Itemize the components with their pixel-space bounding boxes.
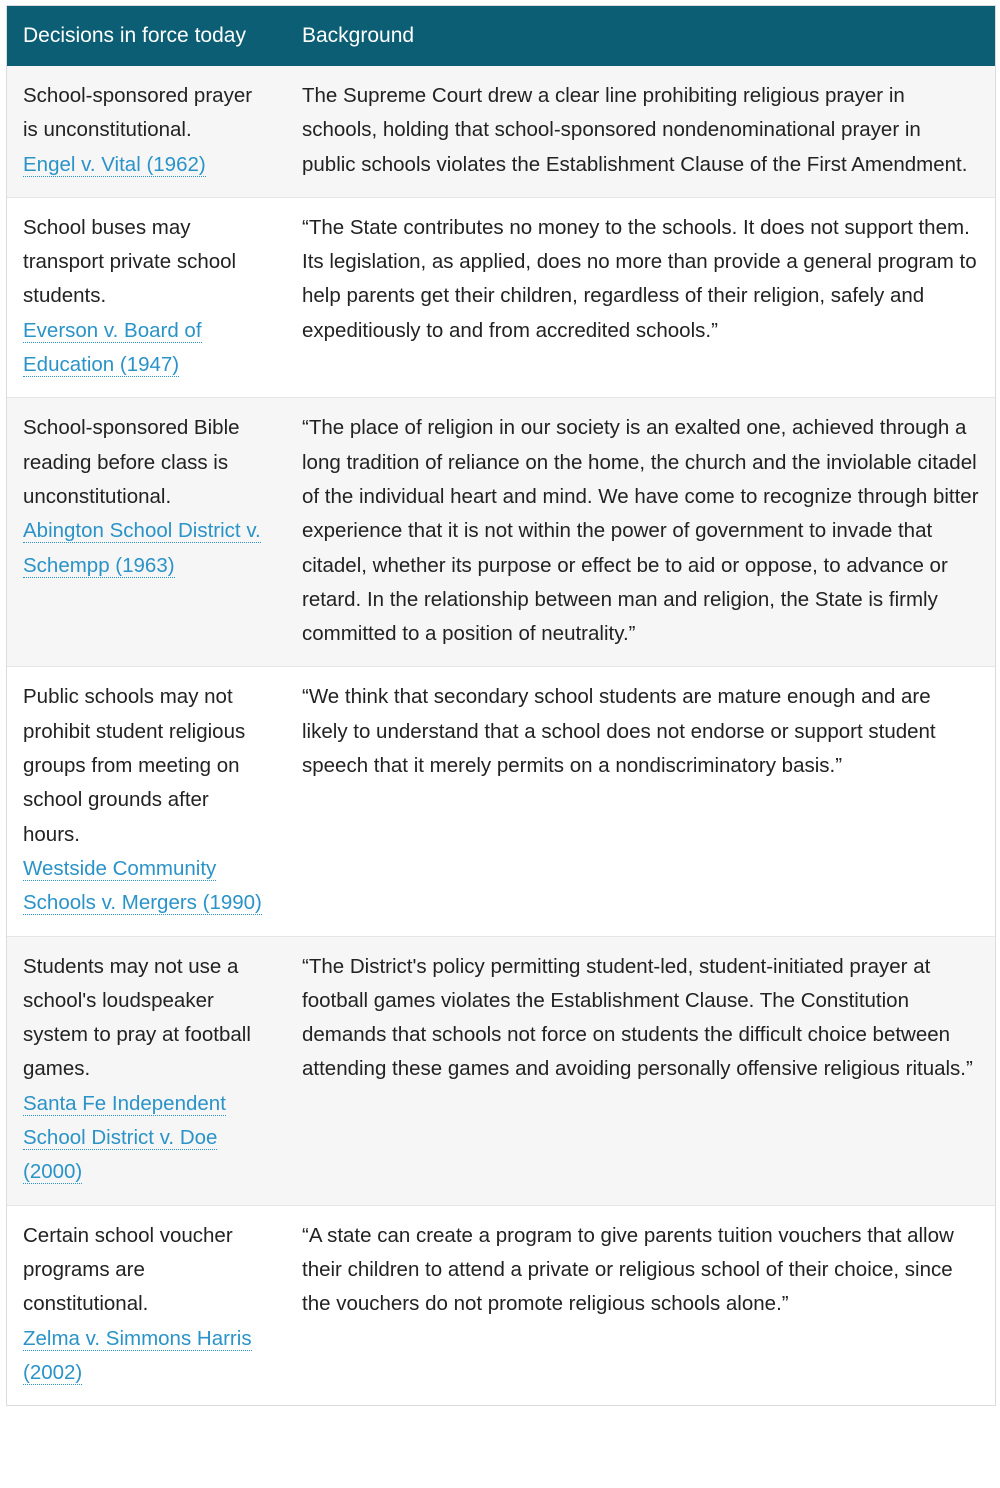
decision-text: School buses may transport private school students.: [23, 215, 237, 308]
decision-text: Students may not use a school's loudspeaker system to pray at football games.: [23, 954, 251, 1081]
table-header-row: [7, 6, 995, 66]
table-row: [7, 936, 995, 1205]
background-cell: “We think that secondary school students are mature enough and are likely to understand that a school does not endorse or support student speech that it merely permits on a nondiscriminatory basis.”: [286, 667, 995, 936]
table-row: [7, 398, 995, 667]
case-link-westside[interactable]: Westside Community Schools v. Mergers (1990): [23, 856, 262, 915]
case-link-zelma[interactable]: Zelma v. Simmons Harris (2002): [23, 1326, 252, 1384]
case-link-abington[interactable]: Abington School District v. Schempp (1963): [23, 519, 261, 577]
table-row: [7, 197, 995, 397]
background-cell: “The State contributes no money to the schools. It does not support them. Its legislation, as applied, does no more than provide a general program to help parents get their children, regardless of their religion, safely and expeditiously to and from accredited schools.”: [286, 197, 995, 397]
decision-cell: [7, 197, 286, 397]
decision-cell: [7, 66, 286, 197]
decision-text: Public schools may not prohibit student religious groups from meeting on school grounds after hours.: [23, 685, 246, 846]
decisions-table-grid: [7, 6, 995, 1405]
decision-text: Certain school voucher programs are constitutional.: [23, 1223, 233, 1316]
table-row: [7, 66, 995, 197]
case-link-engel[interactable]: Engel v. Vital (1962): [23, 152, 206, 176]
decision-cell: [7, 1205, 286, 1405]
decisions-table: [6, 5, 996, 1406]
decision-cell: [7, 398, 286, 667]
case-link-everson[interactable]: Everson v. Board of Education (1947): [23, 318, 202, 377]
table-row: [7, 667, 995, 936]
decision-cell: [7, 667, 286, 936]
table-row: [7, 1205, 995, 1405]
header-decisions: Decisions in force today: [7, 6, 286, 66]
decision-text: School-sponsored prayer is unconstitutional.: [23, 84, 253, 142]
background-cell: “A state can create a program to give parents tuition vouchers that allow their children to attend a private or religious school of their choice, since the vouchers do not promote religious schools alone.”: [286, 1205, 995, 1405]
background-cell: “The place of religion in our society is an exalted one, achieved through a long tradition of reliance on the home, the church and the inviolable citadel of the individual heart and mind. We have come to recognize through bitter experience that it is not within the power of government to invade that citadel, whether its purpose or effect be to aid or oppose, to advance or retard. In the relationship between man and religion, the State is firmly committed to a position of neutrality.”: [286, 398, 995, 667]
background-cell: “The District's policy permitting student-led, student-initiated prayer at football games violates the Establishment Clause. The Constitution demands that schools not force on students the difficult choice between attending these games and avoiding personally offensive religious rituals.”: [286, 936, 995, 1205]
case-link-santa-fe[interactable]: Santa Fe Independent School District v. Doe (2000): [23, 1091, 226, 1184]
decision-text: School-sponsored Bible reading before class is unconstitutional.: [23, 416, 240, 508]
background-cell: The Supreme Court drew a clear line prohibiting religious prayer in schools, holding that school-sponsored nondenominational prayer in public schools violates the Establishment Clause of the First Amendment.: [286, 66, 995, 197]
header-background: Background: [286, 6, 995, 66]
decision-cell: [7, 936, 286, 1205]
